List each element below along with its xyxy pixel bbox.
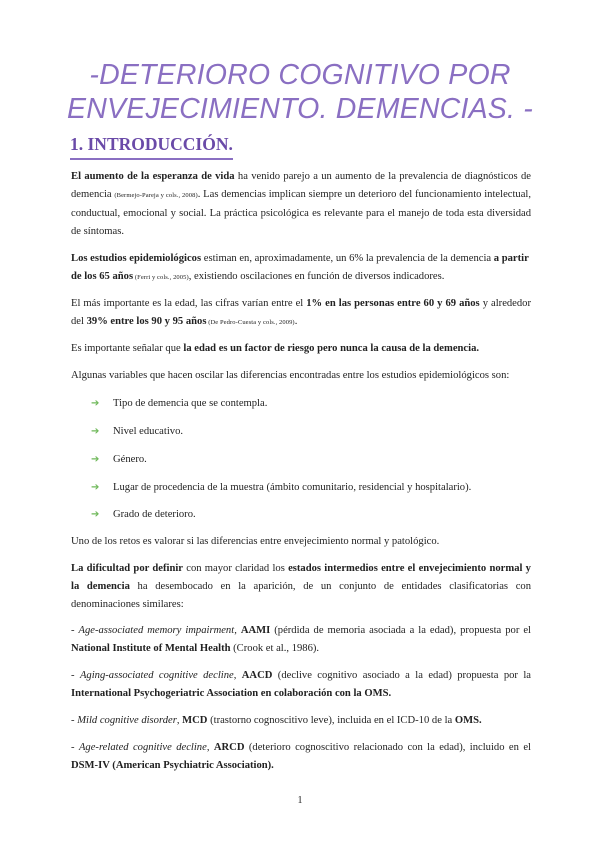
page-number: 1 <box>297 795 303 806</box>
arrow-icon: ➔ <box>91 426 100 437</box>
paragraph-age: El más importante es la edad, las cifras varían entre el 1% en las personas entre 60 y 69 años y alrededor del 39% entre los 90 y 95 años (De Pedro-Cuesta y cols., 2009). <box>71 298 532 327</box>
arrow-icon: ➔ <box>91 398 100 409</box>
document-title <box>40 58 560 126</box>
citation: (Bermejo-Pareja y cols., 2008) <box>114 192 198 199</box>
list-item: ➔ Nivel educativo. <box>91 423 183 441</box>
paragraph-difficulty: La dificultad por definir con mayor claridad los estados intermedios entre el envejecimiento normal y la demencia ha desembocado en la aparición, de un conjunto de entidades clasificatorias con denominaciones similares: <box>71 563 532 610</box>
arrow-icon: ➔ <box>91 482 100 493</box>
citation: (Ferri y cols., 2005) <box>133 274 189 281</box>
entity-aacd: - Aging-associated cognitive decline, AACD (declive cognitivo asociado a la edad) propuesta por la International Psychogeriatric Association en colaboración con la OMS. <box>71 670 532 699</box>
title-line-2: ENVEJECIMIENTO. DEMENCIAS. - <box>67 93 533 125</box>
entity-mcd: - Mild cognitive disorder, MCD (trastorno cognoscitivo leve), incluida en el ICD-10 de la OMS. <box>71 715 482 726</box>
list-item: ➔ Género. <box>91 451 147 469</box>
citation: (De Pedro-Cuesta y cols., 2009) <box>206 319 295 326</box>
list-item: ➔ Grado de deterioro. <box>91 506 196 524</box>
paragraph-risk-factor: Es importante señalar que la edad es un factor de riesgo pero nunca la causa de la demencia. <box>71 343 480 354</box>
paragraph-intro: El aumento de la esperanza de vida ha venido parejo a un aumento de la prevalencia de diagnósticos de demencia (Bermejo-Pareja y cols., 2008). Las demencias implican siempre un deterioro del funcionamiento intelectual, conductual, emocional y social. La práctica psicológica es relevante para el manejo de toda esta diversidad de síntomas. <box>71 171 532 237</box>
list-item: ➔ Tipo de demencia que se contempla. <box>91 395 267 413</box>
arrow-icon: ➔ <box>91 509 100 520</box>
entity-aami: - Age-associated memory impairment, AAMI (pérdida de memoria asociada a la edad), propuesta por el National Institute of Mental Health (Crook et al., 1986). <box>71 625 531 654</box>
title-line-1: -DETERIORO COGNITIVO POR <box>89 59 511 91</box>
section-heading: 1. INTRODUCCIÓN. <box>70 134 233 160</box>
entity-arcd: - Age-related cognitive decline, ARCD (deterioro cognoscitivo relacionado con la edad), incluido en el DSM-IV (American Psychiatric Association). <box>71 742 531 771</box>
arrow-icon: ➔ <box>91 454 100 465</box>
list-item: ➔ Lugar de procedencia de la muestra (ámbito comunitario, residencial y hospitalario). <box>91 479 471 497</box>
paragraph-variables: Algunas variables que hacen oscilar las diferencias encontradas entre los estudios epidemiológicos son: <box>71 370 510 381</box>
paragraph-challenge: Uno de los retos es valorar si las diferencias entre envejecimiento normal y patológico. <box>71 536 440 547</box>
paragraph-epidemiology: Los estudios epidemiológicos estiman en, aproximadamente, un 6% la prevalencia de la demencia a partir de los 65 años (Ferri y cols., 2005), existiendo oscilaciones en función de diversos indicadores. <box>71 253 529 282</box>
